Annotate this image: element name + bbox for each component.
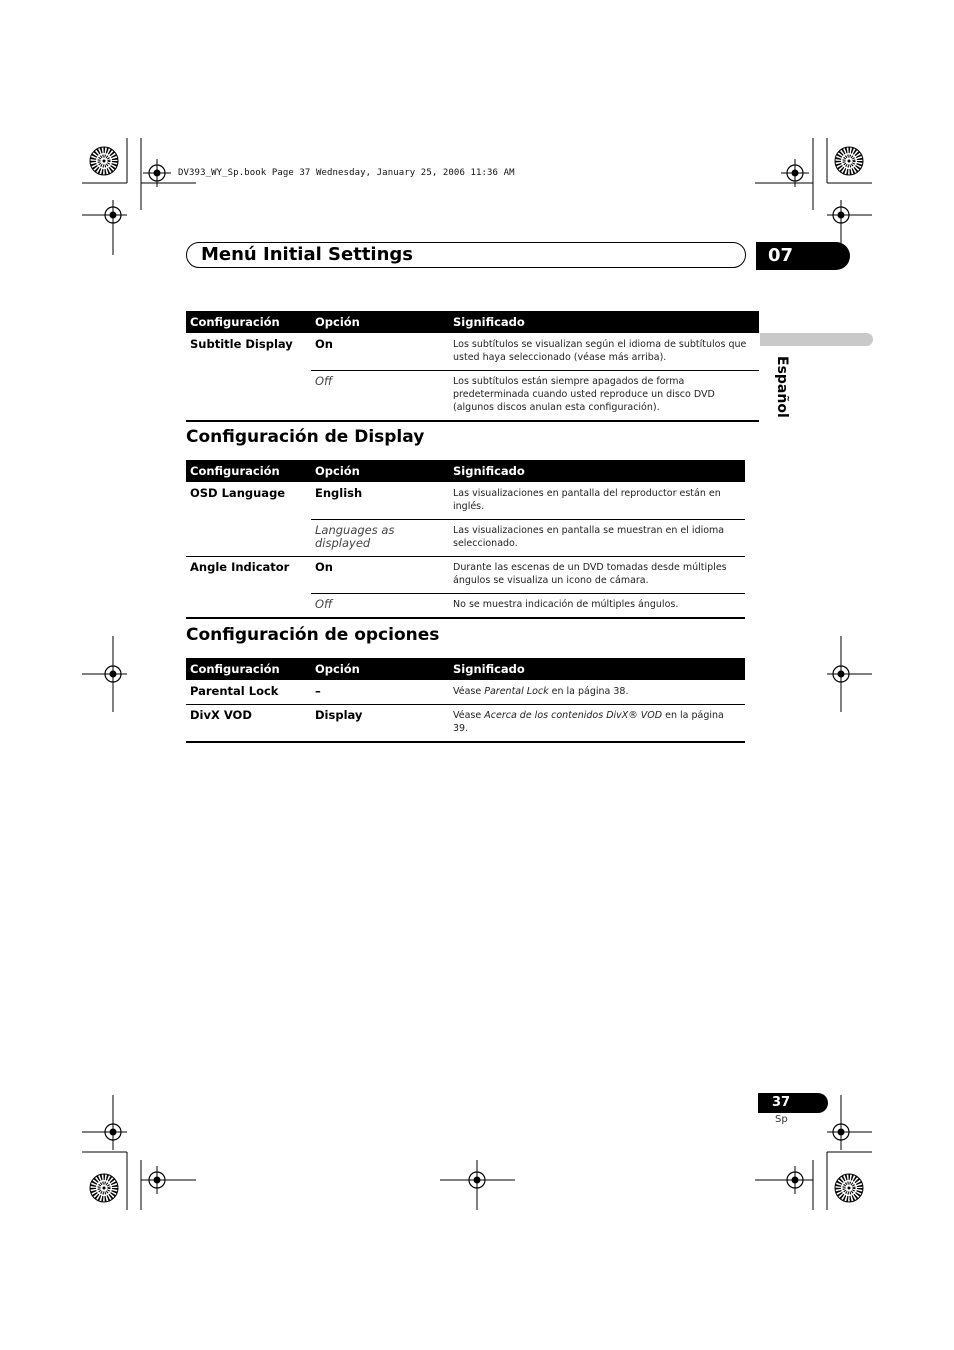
column-header-setting: Configuración [186,460,311,482]
option-cell: On [315,337,333,351]
column-header-option: Opción [311,311,449,333]
setting-cell: OSD Language [190,486,286,500]
option-cell: Off [311,371,449,422]
table-row [186,520,745,557]
print-file-header: DV393_WY_Sp.book Page 37 Wednesday, January 25, 2006 11:36 AM [178,168,515,178]
setting-cell [186,520,311,557]
setting-cell: Parental Lock [190,684,279,698]
table-row [186,333,759,371]
table-row [186,705,745,743]
table-header-row [186,460,745,482]
chapter-title: Menú Initial Settings [201,244,414,265]
chapter-number: 07 [756,242,850,270]
option-cell: Off [311,594,449,619]
column-header-meaning: Significado [449,311,759,333]
display-settings-table [186,460,745,619]
table-row [186,371,759,422]
setting-cell [186,594,311,619]
setting-cell [186,371,311,422]
page-number: 37 [758,1093,828,1113]
column-header-meaning: Significado [449,658,745,680]
meaning-cell: Los subtítulos se visualizan según el idioma de subtítulos que usted haya seleccionado (véase más arriba). [453,339,747,363]
page-language-code: Sp [775,1114,788,1125]
cross-reference-link: Acerca de los contenidos DivX® VOD [484,710,663,721]
column-header-setting: Configuración [186,311,311,333]
meaning-cell: Las visualizaciones en pantalla se muestran en el idioma seleccionado. [449,520,745,557]
section-title-display: Configuración de Display [186,427,425,447]
meaning-cell: Los subtítulos están siempre apagados de forma predeterminada cuando usted reproduce un disco DVD (algunos discos anulan esta configuración). [449,371,759,422]
language-tab-label: Español [774,356,790,418]
option-cell: On [311,557,449,594]
meaning-cell [449,680,745,705]
setting-cell: DivX VOD [186,705,311,743]
option-cell: Display [311,705,449,743]
meaning-cell: Las visualizaciones en pantalla del reproductor están en inglés. [453,488,721,512]
table-header-row [186,311,759,333]
column-header-setting: Configuración [186,658,311,680]
meaning-cell: Durante las escenas de un DVD tomadas desde múltiples ángulos se visualiza un icono de cámara. [449,557,745,594]
meaning-prefix: Véase [453,686,485,697]
cross-reference-link: Parental Lock [484,686,549,697]
subtitle-settings-table [186,311,759,422]
column-header-option: Opción [311,658,449,680]
column-header-meaning: Significado [449,460,745,482]
meaning-cell [449,705,745,743]
meaning-suffix: en la página 39. [453,710,724,734]
chapter-title-bar [186,242,746,268]
table-header-row [186,658,745,680]
column-header-option: Opción [311,460,449,482]
option-cell: – [315,684,321,698]
section-title-options: Configuración de opciones [186,625,440,645]
language-tab [760,333,873,346]
table-row [186,557,745,594]
meaning-cell: No se muestra indicación de múltiples ángulos. [449,594,745,619]
setting-cell: Subtitle Display [190,337,293,351]
table-row [186,482,745,520]
meaning-suffix: en la página 38. [548,686,629,697]
table-row [186,594,745,619]
table-row [186,680,745,705]
option-cell: Languages as displayed [311,520,449,557]
meaning-prefix: Véase [453,710,485,721]
setting-cell: Angle Indicator [186,557,311,594]
option-cell: English [315,486,363,500]
options-settings-table [186,658,745,743]
